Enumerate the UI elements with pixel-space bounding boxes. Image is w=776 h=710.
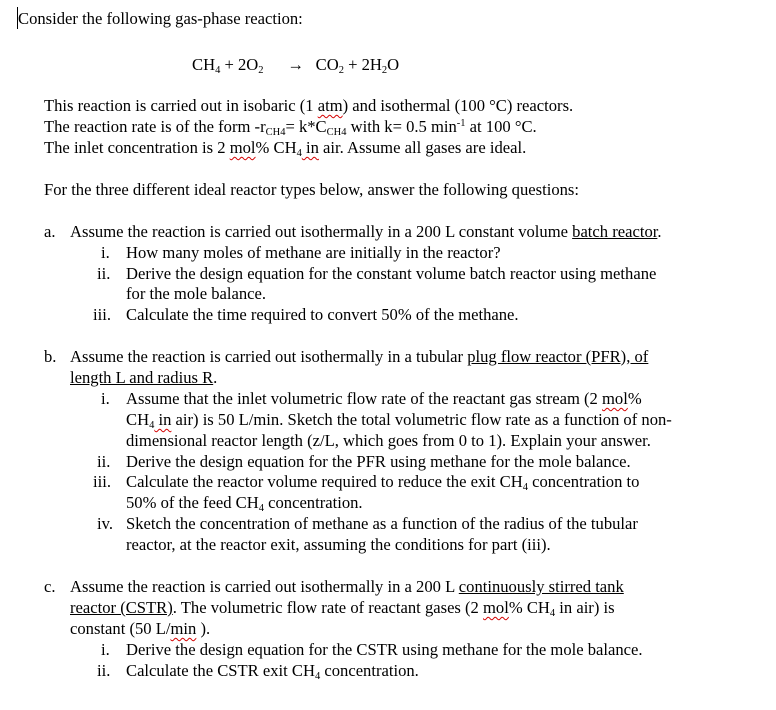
- text: 50% of the feed CH: [126, 493, 259, 512]
- text: ) and isothermal (100 °C) reactors.: [342, 96, 574, 115]
- sub: 2: [258, 65, 264, 76]
- text: Calculate the CSTR exit CH: [126, 661, 315, 680]
- sub: 2: [381, 65, 388, 76]
- part-c-label: c.: [44, 577, 56, 596]
- sub: 4: [314, 671, 321, 682]
- spellcheck-word: mol: [602, 389, 628, 408]
- text: at 100 °C.: [465, 117, 537, 136]
- text: Calculate the reactor volume required to reduce the exit CH: [126, 472, 523, 491]
- part-a-ii-num: ii.: [97, 264, 111, 283]
- text: .: [657, 222, 662, 241]
- part-a-i-num: i.: [101, 243, 110, 262]
- sub: 4: [549, 608, 556, 619]
- part-c-i-num: i.: [101, 640, 110, 659]
- text: The reaction rate is of the form -r: [44, 117, 266, 136]
- part-b-iv-text-2: reactor, at the reactor exit, assuming the conditions for part (iii).: [126, 535, 551, 554]
- text: concentration.: [320, 661, 419, 680]
- sub: CH4: [326, 127, 347, 138]
- underlined-term: length L and radius R: [70, 368, 214, 387]
- spellcheck-word: mol: [483, 598, 509, 617]
- prompt-line: For the three different ideal reactor types below, answer the following questions:: [44, 180, 579, 199]
- text: Assume the reaction is carried out isothermally in a tubular: [70, 347, 468, 366]
- text: air. Assume all gases are ideal.: [318, 138, 527, 157]
- part-c-statement-2: [70, 598, 615, 618]
- part-b-iii-text-1: [126, 472, 639, 492]
- spellcheck-word: in: [301, 138, 319, 157]
- part-b-ii-num: ii.: [97, 452, 111, 471]
- part-a-label: a.: [44, 222, 56, 241]
- part-c-statement-1: [70, 577, 624, 597]
- sub: 4: [149, 420, 155, 431]
- sub: 4: [258, 503, 264, 514]
- part-b-iii-text-2: [126, 493, 363, 513]
- conditions-line-1: [44, 96, 573, 116]
- product-h2o-tail: O: [387, 55, 400, 74]
- text: Assume the reaction is carried out isothermally in a 200 L: [70, 577, 459, 596]
- part-b-i-text-2: [126, 410, 672, 430]
- part-a-ii-text-1: Derive the design equation for the constant volume batch reactor using methane: [126, 264, 657, 283]
- sup: -1: [456, 118, 466, 129]
- part-b-statement-1: [70, 347, 648, 367]
- part-b-statement-2: [70, 368, 217, 388]
- product-co2: CO: [315, 55, 339, 74]
- part-b-iv-num: iv.: [97, 514, 113, 533]
- text: in air) is: [555, 598, 615, 617]
- part-a-ii-text-2: for the mole balance.: [126, 284, 267, 303]
- part-a-statement: [70, 222, 662, 242]
- text: ).: [196, 619, 211, 638]
- underlined-term: reactor (CSTR): [70, 598, 173, 617]
- text: Assume that the inlet volumetric flow rate of the reactant gas stream (2: [126, 389, 602, 408]
- conditions-line-3: [44, 138, 526, 158]
- text: This reaction is carried out in isobaric (1: [44, 96, 318, 115]
- spellcheck-word: in: [154, 410, 172, 429]
- product-h2o: + 2H: [343, 55, 382, 74]
- right-arrow-icon: →: [287, 55, 304, 74]
- part-c-ii-num: ii.: [97, 661, 111, 680]
- part-b-i-text-3: dimensional reactor length (z/L, which goes from 0 to 1). Explain your answer.: [126, 431, 651, 450]
- part-b-iv-text-1: Sketch the concentration of methane as a function of the radius of the tubular: [126, 514, 638, 533]
- intro-text: onsider the following gas-phase reaction:: [29, 9, 303, 28]
- part-a-iii-text: Calculate the time required to convert 50% of the methane.: [126, 305, 519, 324]
- part-a-iii-num: iii.: [93, 305, 111, 324]
- part-b-iii-num: iii.: [93, 472, 111, 491]
- part-b-i-num: i.: [101, 389, 110, 408]
- part-b-i-text-1: [126, 389, 642, 409]
- spellcheck-word: min: [170, 619, 197, 638]
- text: % CH: [508, 598, 550, 617]
- text: with k= 0.5 min: [346, 117, 457, 136]
- spellcheck-word: atm: [317, 96, 343, 115]
- part-b-label: b.: [44, 347, 57, 366]
- sub: 2: [338, 65, 344, 76]
- text: .: [213, 368, 218, 387]
- underlined-term: plug flow reactor (PFR), of: [467, 347, 649, 366]
- part-c-i-text: Derive the design equation for the CSTR using methane for the mole balance.: [126, 640, 643, 659]
- conditions-line-2: [44, 117, 537, 137]
- underlined-term: continuously stirred tank: [458, 577, 624, 596]
- intro-line: [18, 9, 303, 29]
- text: CH: [126, 410, 150, 429]
- underlined-term: batch reactor: [572, 222, 658, 241]
- reactant-o2: + 2O: [220, 55, 259, 74]
- text: concentration.: [263, 493, 363, 512]
- part-c-ii-text: [126, 661, 419, 681]
- sub: CH4: [265, 127, 286, 138]
- text: % CH: [255, 138, 297, 157]
- text: Assume the reaction is carried out isothermally in a 200 L constant volume: [70, 222, 573, 241]
- reactant-ch4: CH: [192, 55, 216, 74]
- text: constant (50 L/: [70, 619, 171, 638]
- intro-first-letter: C: [18, 9, 30, 28]
- text: concentration to: [527, 472, 640, 491]
- text: = k*C: [285, 117, 327, 136]
- sub: 4: [296, 148, 302, 159]
- spellcheck-word: mol: [229, 138, 256, 157]
- part-a-i-text: How many moles of methane are initially in the reactor?: [126, 243, 501, 262]
- part-b-ii-text: Derive the design equation for the PFR using methane for the mole balance.: [126, 452, 631, 471]
- reaction-equation: [192, 55, 399, 75]
- text: air) is 50 L/min. Sketch the total volumetric flow rate as a function of non-: [171, 410, 672, 429]
- sub: 4: [215, 65, 221, 76]
- text: The inlet concentration is 2: [44, 138, 230, 157]
- text: %: [627, 389, 642, 408]
- part-c-statement-3: [70, 619, 210, 639]
- text: . The volumetric flow rate of reactant gases (2: [172, 598, 484, 617]
- sub: 4: [522, 482, 528, 493]
